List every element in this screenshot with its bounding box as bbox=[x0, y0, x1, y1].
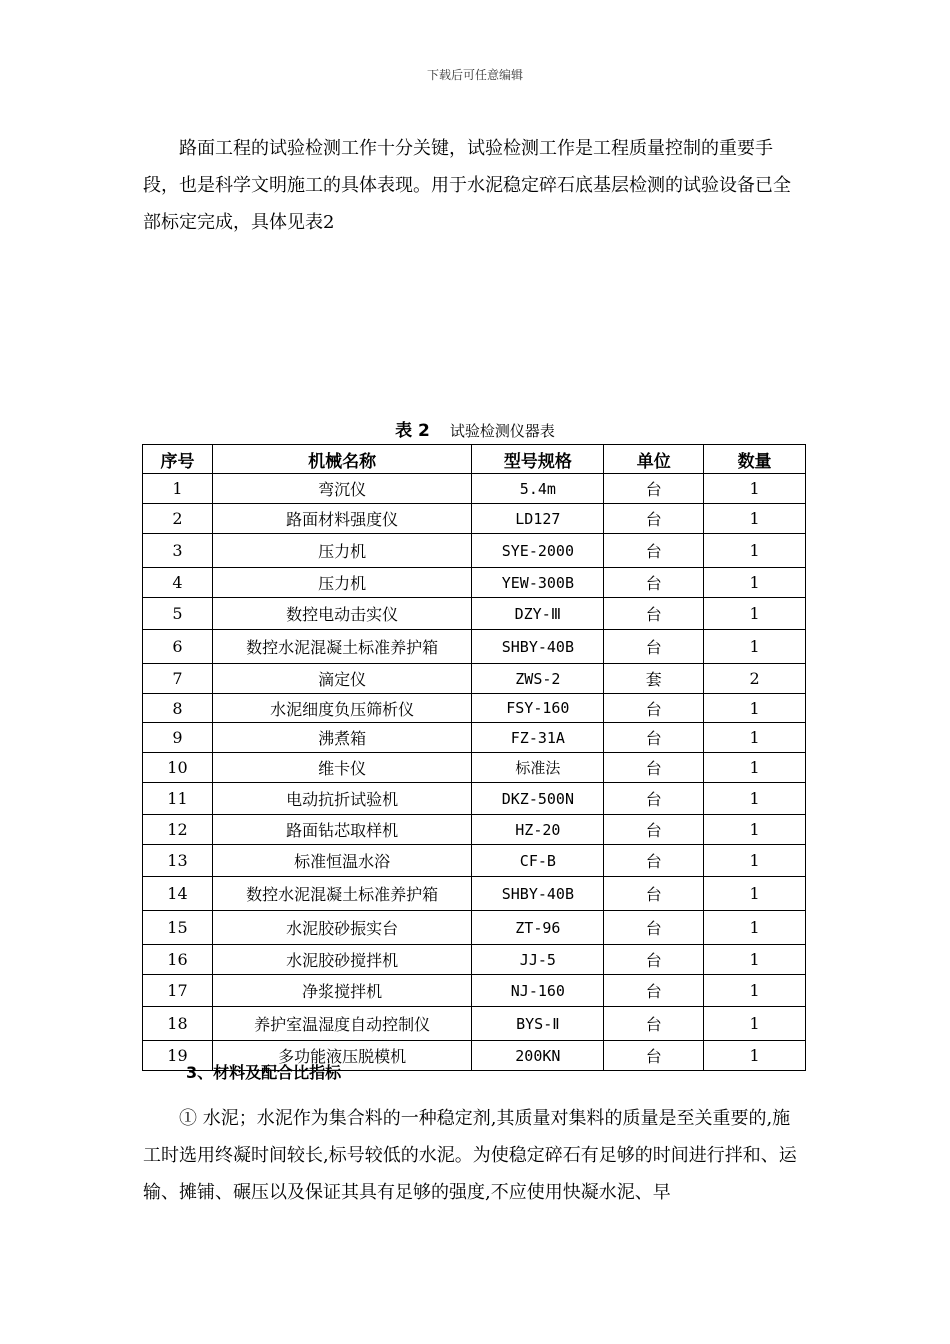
cell-model: 200KN bbox=[472, 1041, 604, 1071]
cell-model: FSY-160 bbox=[472, 694, 604, 723]
cell-quantity: 1 bbox=[704, 877, 806, 911]
table-row bbox=[143, 504, 806, 534]
cell-name: 压力机 bbox=[212, 568, 472, 598]
cell-name: 净浆搅拌机 bbox=[212, 975, 472, 1007]
cell-index: 18 bbox=[143, 1007, 213, 1041]
table-row bbox=[143, 534, 806, 568]
cell-unit: 台 bbox=[604, 568, 704, 598]
cell-unit: 台 bbox=[604, 504, 704, 534]
cell-index: 9 bbox=[143, 723, 213, 753]
cell-quantity: 1 bbox=[704, 694, 806, 723]
table-row bbox=[143, 877, 806, 911]
cell-index: 13 bbox=[143, 845, 213, 877]
cell-unit: 台 bbox=[604, 474, 704, 504]
table-row bbox=[143, 723, 806, 753]
cell-unit: 台 bbox=[604, 598, 704, 630]
cell-quantity: 1 bbox=[704, 911, 806, 945]
header-unit: 单位 bbox=[604, 445, 704, 474]
cell-quantity: 1 bbox=[704, 630, 806, 664]
cell-name: 多功能液压脱模机 bbox=[212, 1041, 472, 1071]
cell-index: 15 bbox=[143, 911, 213, 945]
table-caption-title: 试验检测仪器表 bbox=[449, 422, 555, 440]
cell-index: 12 bbox=[143, 815, 213, 845]
cell-model: SHBY-40B bbox=[472, 877, 604, 911]
cell-name: 水泥胶砂振实台 bbox=[212, 911, 472, 945]
intro-paragraph bbox=[143, 130, 808, 241]
cell-quantity: 1 bbox=[704, 975, 806, 1007]
cell-name: 弯沉仪 bbox=[212, 474, 472, 504]
cell-name: 路面材料强度仪 bbox=[212, 504, 472, 534]
cell-model: JJ-5 bbox=[472, 945, 604, 975]
table-row bbox=[143, 911, 806, 945]
cell-quantity: 1 bbox=[704, 783, 806, 815]
cell-index: 1 bbox=[143, 474, 213, 504]
cell-index: 2 bbox=[143, 504, 213, 534]
cell-model: CF-B bbox=[472, 845, 604, 877]
cell-unit: 台 bbox=[604, 1007, 704, 1041]
cell-unit: 台 bbox=[604, 694, 704, 723]
cell-index: 5 bbox=[143, 598, 213, 630]
table-row bbox=[143, 945, 806, 975]
table-row bbox=[143, 694, 806, 723]
cell-index: 16 bbox=[143, 945, 213, 975]
cell-index: 3 bbox=[143, 534, 213, 568]
cell-model: 标准法 bbox=[472, 753, 604, 783]
cell-quantity: 1 bbox=[704, 845, 806, 877]
table-caption bbox=[0, 416, 950, 441]
table-row bbox=[143, 630, 806, 664]
cell-quantity: 1 bbox=[704, 534, 806, 568]
table-row bbox=[143, 753, 806, 783]
cell-unit: 台 bbox=[604, 845, 704, 877]
table-row bbox=[143, 815, 806, 845]
cell-name: 数控电动击实仪 bbox=[212, 598, 472, 630]
header-model: 型号规格 bbox=[472, 445, 604, 474]
cell-quantity: 1 bbox=[704, 1041, 806, 1071]
cell-name: 维卡仪 bbox=[212, 753, 472, 783]
cell-model: SHBY-40B bbox=[472, 630, 604, 664]
cell-model: DKZ-500N bbox=[472, 783, 604, 815]
cell-model: LD127 bbox=[472, 504, 604, 534]
cell-model: NJ-160 bbox=[472, 975, 604, 1007]
cell-name: 电动抗折试验机 bbox=[212, 783, 472, 815]
cell-quantity: 1 bbox=[704, 568, 806, 598]
cell-quantity: 1 bbox=[704, 1007, 806, 1041]
cell-name: 压力机 bbox=[212, 534, 472, 568]
cell-name: 路面钻芯取样机 bbox=[212, 815, 472, 845]
table-row bbox=[143, 664, 806, 694]
table-row bbox=[143, 783, 806, 815]
cell-unit: 台 bbox=[604, 877, 704, 911]
cell-model: 5.4m bbox=[472, 474, 604, 504]
cell-index: 8 bbox=[143, 694, 213, 723]
cell-name: 数控水泥混凝土标准养护箱 bbox=[212, 630, 472, 664]
cell-unit: 台 bbox=[604, 723, 704, 753]
cell-unit: 台 bbox=[604, 975, 704, 1007]
cell-index: 4 bbox=[143, 568, 213, 598]
cell-index: 11 bbox=[143, 783, 213, 815]
cell-unit: 台 bbox=[604, 815, 704, 845]
intro-paragraph-text: 路面工程的试验检测工作十分关键，试验检测工作是工程质量控制的重要手段，也是科学文明施工的具体表现。用于水泥稳定碎石底基层检测的试验设备已全部标定完成，具体见表2 bbox=[143, 138, 791, 233]
cell-unit: 台 bbox=[604, 534, 704, 568]
table-row bbox=[143, 568, 806, 598]
cell-unit: 套 bbox=[604, 664, 704, 694]
cell-name: 数控水泥混凝土标准养护箱 bbox=[212, 877, 472, 911]
cell-name: 水泥细度负压筛析仪 bbox=[212, 694, 472, 723]
cell-model: YEW-300B bbox=[472, 568, 604, 598]
table-row bbox=[143, 1007, 806, 1041]
header-note: 下载后可任意编辑 bbox=[426, 68, 523, 82]
cell-quantity: 1 bbox=[704, 753, 806, 783]
cell-unit: 台 bbox=[604, 630, 704, 664]
cell-model: FZ-31A bbox=[472, 723, 604, 753]
cement-paragraph-text: ① 水泥；水泥作为集合料的一种稳定剂,其质量对集料的质量是至关重要的,施工时选用终凝时间较长,标号较低的水泥。为使稳定碎石有足够的时间进行拌和、运输、摊铺、碾压以及保证其具有足够的强度,不应使用快凝水泥、早 bbox=[143, 1108, 797, 1203]
cell-unit: 台 bbox=[604, 911, 704, 945]
table-caption-number: 表 2 bbox=[395, 421, 430, 441]
header-index: 序号 bbox=[143, 445, 213, 474]
cell-model: BYS-Ⅱ bbox=[472, 1007, 604, 1041]
cement-paragraph bbox=[143, 1100, 808, 1211]
equipment-table bbox=[142, 444, 806, 1071]
cell-name: 滴定仪 bbox=[212, 664, 472, 694]
cell-model: ZT-96 bbox=[472, 911, 604, 945]
cell-name: 水泥胶砂搅拌机 bbox=[212, 945, 472, 975]
cell-unit: 台 bbox=[604, 783, 704, 815]
cell-unit: 台 bbox=[604, 753, 704, 783]
cell-quantity: 1 bbox=[704, 945, 806, 975]
cell-index: 14 bbox=[143, 877, 213, 911]
header-name: 机械名称 bbox=[212, 445, 472, 474]
cell-quantity: 1 bbox=[704, 474, 806, 504]
cell-index: 17 bbox=[143, 975, 213, 1007]
cell-quantity: 1 bbox=[704, 598, 806, 630]
cell-index: 7 bbox=[143, 664, 213, 694]
table-body bbox=[143, 474, 806, 1071]
cell-name: 养护室温湿度自动控制仪 bbox=[212, 1007, 472, 1041]
section-heading: 3、材料及配合比指标 bbox=[186, 1063, 342, 1082]
cell-index: 6 bbox=[143, 630, 213, 664]
cell-index: 10 bbox=[143, 753, 213, 783]
table-row bbox=[143, 474, 806, 504]
table-row bbox=[143, 598, 806, 630]
cell-unit: 台 bbox=[604, 945, 704, 975]
table-row bbox=[143, 975, 806, 1007]
cell-quantity: 2 bbox=[704, 664, 806, 694]
table-row bbox=[143, 845, 806, 877]
table-header-row bbox=[143, 445, 806, 474]
cell-model: DZY-Ⅲ bbox=[472, 598, 604, 630]
cell-quantity: 1 bbox=[704, 504, 806, 534]
header-quantity: 数量 bbox=[704, 445, 806, 474]
cell-name: 沸煮箱 bbox=[212, 723, 472, 753]
cell-name: 标准恒温水浴 bbox=[212, 845, 472, 877]
cell-model: ZWS-2 bbox=[472, 664, 604, 694]
cell-model: SYE-2000 bbox=[472, 534, 604, 568]
cell-unit: 台 bbox=[604, 1041, 704, 1071]
cell-quantity: 1 bbox=[704, 723, 806, 753]
cell-quantity: 1 bbox=[704, 815, 806, 845]
cell-model: HZ-20 bbox=[472, 815, 604, 845]
cell-index: 19 bbox=[143, 1041, 213, 1071]
